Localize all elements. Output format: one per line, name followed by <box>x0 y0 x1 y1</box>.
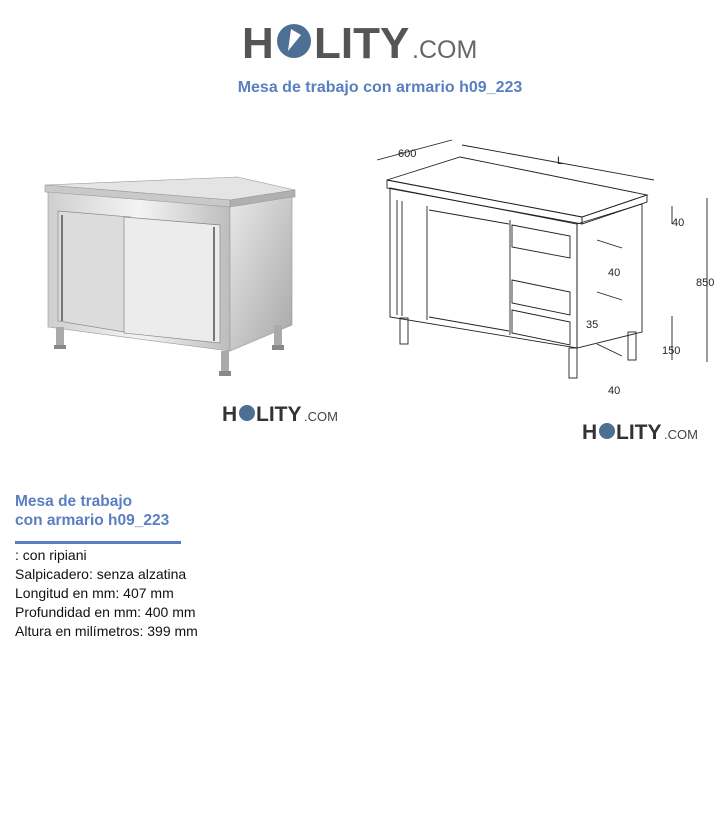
svg-text:.COM: .COM <box>304 409 338 424</box>
dim-length: L <box>557 155 564 167</box>
product-title-line1: Mesa de trabajo <box>15 493 133 510</box>
dim-foot-clearance: 150 <box>662 345 681 357</box>
holity-logo[interactable] <box>242 18 482 66</box>
dim-height: 850 <box>696 277 715 289</box>
spec-item: Profundidad en mm: 400 mm <box>15 604 196 620</box>
spec-item: Longitud en mm: 407 mm <box>15 585 174 601</box>
dim-bottom: 40 <box>608 385 621 397</box>
logo-letter-h: H <box>242 19 274 66</box>
logo-domain: .COM <box>412 36 478 64</box>
svg-text:LITY: LITY <box>616 421 662 444</box>
logo-o-icon <box>277 24 311 58</box>
logo-letters: LITY <box>314 19 410 66</box>
svg-text:.COM: .COM <box>664 427 698 442</box>
dim-drawer-middle: 35 <box>586 319 599 331</box>
spec-item: : con ripiani <box>15 547 87 563</box>
product-photo <box>40 175 302 390</box>
holity-logo-photo <box>222 400 340 426</box>
product-title <box>15 492 215 530</box>
logo-o-icon <box>239 405 255 421</box>
technical-drawing <box>372 120 717 405</box>
page-title: Mesa de trabajo con armario h09_223 <box>237 79 523 96</box>
dim-top-thickness: 40 <box>672 217 685 229</box>
holity-logo-drawing <box>582 418 700 444</box>
svg-text:LITY: LITY <box>256 403 302 426</box>
dim-drawer-upper: 40 <box>608 267 621 279</box>
title-divider <box>15 541 181 544</box>
product-title-line2: con armario h09_223 <box>15 512 170 529</box>
spec-item: Altura en milímetros: 399 mm <box>15 623 198 639</box>
dim-depth: 600 <box>398 148 417 160</box>
svg-text:H: H <box>582 421 598 444</box>
spec-list <box>15 546 198 641</box>
logo-o-icon <box>599 423 615 439</box>
svg-text:H: H <box>222 403 238 426</box>
spec-item: Salpicadero: senza alzatina <box>15 566 187 582</box>
